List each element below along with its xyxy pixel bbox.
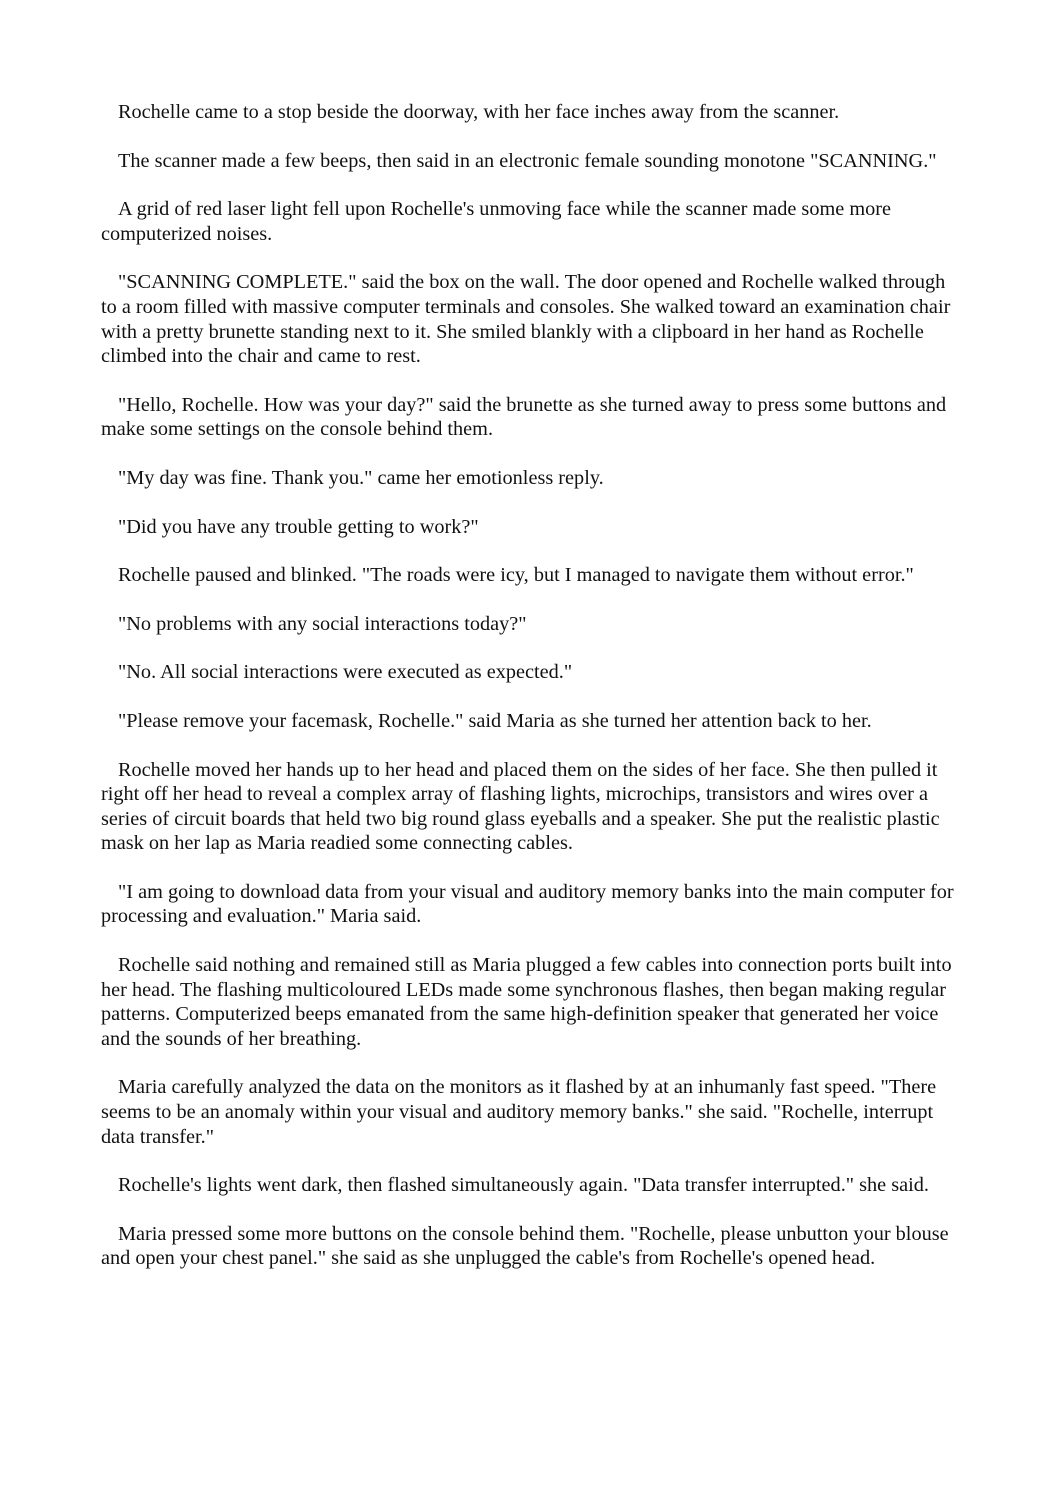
paragraph: "No. All social interactions were executed as expected." xyxy=(118,661,573,684)
paragraph: The scanner made a few beeps, then said in an electronic female sounding monotone "SCANNING." xyxy=(118,149,937,172)
paragraph: Rochelle's lights went dark, then flashed simultaneously again. "Data transfer interrupted." she said. xyxy=(118,1174,929,1197)
paragraph: "My day was fine. Thank you." came her emotionless reply. xyxy=(118,466,604,489)
paragraph: Rochelle came to a stop beside the doorway, with her face inches away from the scanner. xyxy=(118,101,840,123)
paragraph: A grid of red laser light fell upon Rochelle's unmoving face while the scanner made some more computerized noises. xyxy=(101,198,891,245)
paragraph: "Please remove your facemask, Rochelle." said Maria as she turned her attention back to her. xyxy=(118,709,872,732)
paragraph: "I am going to download data from your visual and auditory memory banks into the main computer for processing and evaluation." Maria said. xyxy=(101,880,954,928)
paragraph: Maria carefully analyzed the data on the monitors as it flashed by at an inhumanly fast speed. "There seems to be an anomaly within your visual and auditory memory banks." she said. "Rochelle, interrupt data transfer." xyxy=(101,1076,937,1148)
paragraph: "Hello, Rochelle. How was your day?" said the brunette as she turned away to press some buttons and make some settings on the console behind them. xyxy=(101,393,947,441)
paragraph: Rochelle said nothing and remained still as Maria plugged a few cables into connection ports built into her head. The flashing multicoloured LEDs made some synchronous flashes, then began making regular patterns. Computerized beeps emanated from the same high-definition speaker that generated her voice and the sounds of her breathing. xyxy=(101,954,952,1050)
paragraph: Maria pressed some more buttons on the console behind them. "Rochelle, please unbutton your blouse and open your chest panel." she said as she unplugged the cable's from Rochelle's opened head. xyxy=(101,1222,949,1270)
paragraph: Rochelle paused and blinked. "The roads were icy, but I managed to navigate them without error." xyxy=(118,564,914,587)
paragraph: "Did you have any trouble getting to work?" xyxy=(118,515,479,538)
paragraph: "SCANNING COMPLETE." said the box on the wall. The door opened and Rochelle walked through to a room filled with massive computer terminals and consoles. She walked toward an examination chair with a pretty brunette standing next to it. She smiled blankly with a clipboard in her hand as Rochelle climbed into the chair and came to rest. xyxy=(101,271,951,368)
paragraph: "No problems with any social interactions today?" xyxy=(118,612,527,635)
document-body xyxy=(101,100,961,1295)
paragraph: Rochelle moved her hands up to her head and placed them on the sides of her face. She then pulled it right off her head to reveal a complex array of flashing lights, microchips, transistors and wires over a series of circuit boards that held two big round glass eyeballs and a speaker. She put the realistic plastic mask on her lap as Maria readied some connecting cables. xyxy=(101,758,940,855)
